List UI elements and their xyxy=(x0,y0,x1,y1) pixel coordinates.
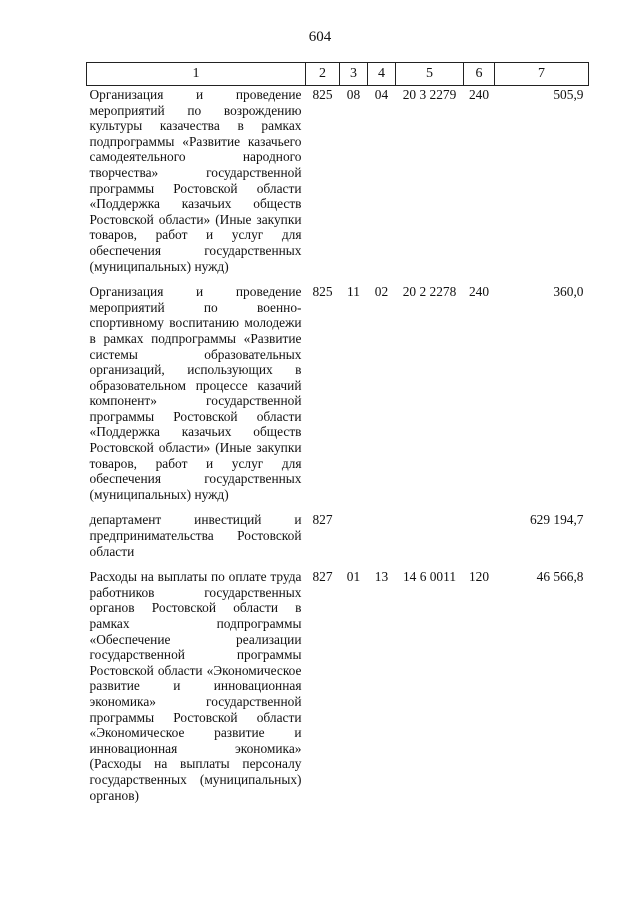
target-article-code: 20 2 2278 xyxy=(402,284,457,300)
section-code: 08 xyxy=(346,87,361,102)
expense-type-code: 240 xyxy=(468,284,490,300)
column-header-2: 2 xyxy=(306,63,340,86)
expense-type-code: 120 xyxy=(468,569,490,585)
table-row xyxy=(87,86,589,284)
section-code: 01 xyxy=(346,569,361,585)
ministry-code: 825 xyxy=(312,284,333,300)
expense-type-code: 240 xyxy=(468,87,490,102)
amount: 360,0 xyxy=(553,284,584,300)
table-row xyxy=(87,283,589,511)
ministry-code: 827 xyxy=(312,569,333,585)
row-description: Организация и проведение мероприятий по военно-спортивному воспитанию молодежи в рамках подпрограммы «Развитие системы образовательных организаций, использующих в образовательном процессе казачий компонент» государственной программы Ростовской области «Поддержка казачьих обществ Ростовской области» (Иные закупки товаров, работ и услуг для обеспечения государственных (муниципальных) нужд) xyxy=(89,284,302,502)
row-description: департамент инвестиций и предпринимательства Ростовской области xyxy=(89,512,302,559)
section-code: 11 xyxy=(347,284,360,300)
column-header-1: 1 xyxy=(87,63,306,86)
amount: 46 566,8 xyxy=(536,569,584,585)
table-row xyxy=(87,511,589,568)
header-row xyxy=(87,63,589,86)
page-number: 604 xyxy=(308,29,332,45)
ministry-code: 825 xyxy=(312,87,333,102)
column-header-7: 7 xyxy=(495,63,589,86)
target-article-code: 20 3 2279 xyxy=(402,87,457,102)
column-header-3: 3 xyxy=(340,63,368,86)
subsection-code: 13 xyxy=(374,569,389,585)
budget-table xyxy=(86,62,589,812)
subsection-code xyxy=(368,511,396,568)
target-article-code xyxy=(396,511,464,568)
amount: 505,9 xyxy=(553,87,584,102)
row-description: Организация и проведение мероприятий по возрождению культуры казачества в рамках подпрограммы «Развитие казачьего самодеятельного народного творчества» государственной программы Ростовской области «Поддержка казачьих обществ Ростовской области» (Иные закупки товаров, работ и услуг для обеспечения государственных (муниципальных) нужд) xyxy=(89,87,302,274)
column-header-5: 5 xyxy=(396,63,464,86)
subsection-code: 04 xyxy=(374,87,389,102)
section-code xyxy=(340,511,368,568)
row-description: Расходы на выплаты по оплате труда работников государственных органов Ростовской области в рамках подпрограммы «Обеспечение реализации государственной программы Ростовской области «Экономическое развитие и инновационная экономика» государственной программы Ростовской области «Экономическое развитие и инновационная экономика» (Расходы на выплаты персоналу государственных (муниципальных) органов) xyxy=(89,569,302,803)
target-article-code: 14 6 0011 xyxy=(402,569,457,585)
expense-type-code xyxy=(464,511,495,568)
table-row xyxy=(87,568,589,812)
amount: 629 194,7 xyxy=(529,512,584,528)
ministry-code: 827 xyxy=(312,512,333,528)
column-header-4: 4 xyxy=(368,63,396,86)
column-header-6: 6 xyxy=(464,63,495,86)
subsection-code: 02 xyxy=(374,284,389,300)
